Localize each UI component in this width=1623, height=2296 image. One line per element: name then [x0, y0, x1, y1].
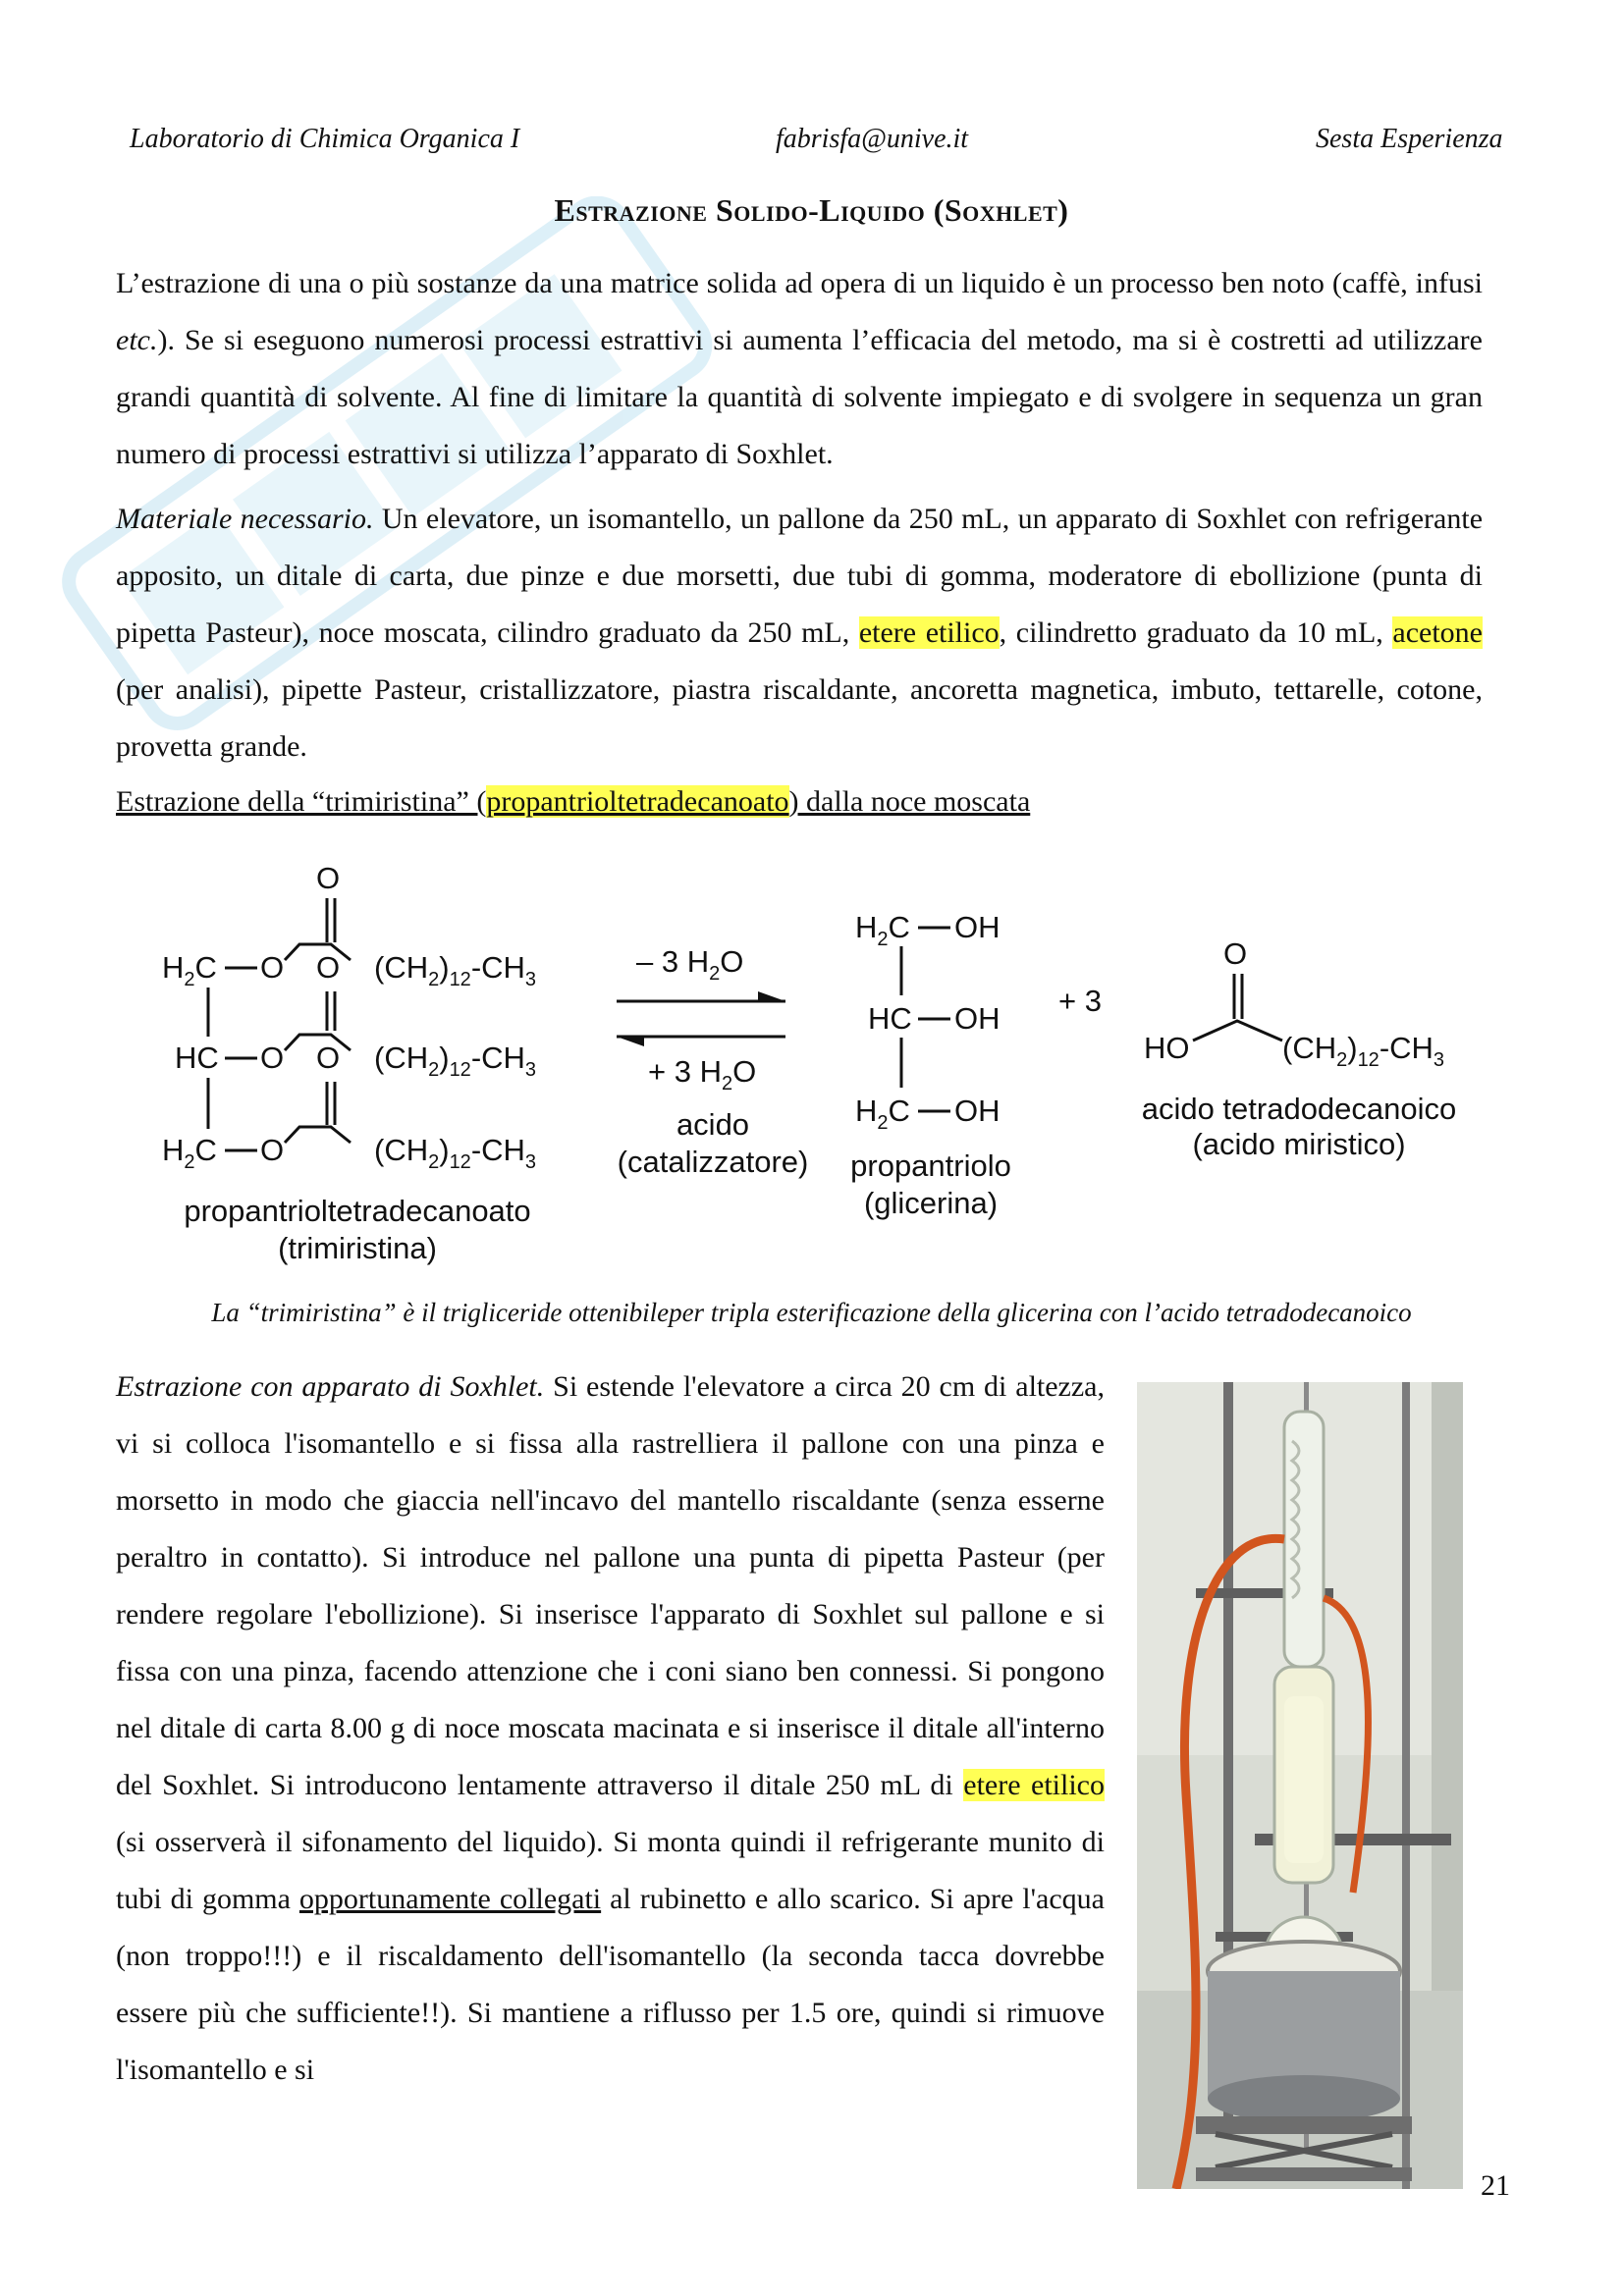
soxhlet-text-3: al rubinetto e allo scarico. Si apre l'acqua (non troppo!!!) e il riscaldamento dell'isomantello (la seconda tacca dovrebbe essere più che sufficiente!!). Si mantiene a riflusso per 1.5 ore, quindi si rimuove l'isomantello e si — [116, 1883, 1105, 2086]
materials-paragraph — [116, 491, 1483, 775]
carbonyl-o-2: O — [316, 950, 341, 985]
soxhlet-text-1: Si estende l'elevatore a circa 20 cm di altezza, vi si colloca l'isomantello e si fissa alla rastrelliera il pallone con una pinza e morsetto in modo che giaccia nell'incavo del mantello riscaldante (senza esserne peraltro in contatto). Si introduce nel pallone una punta di pipetta Pasteur (per rendere regolare l'ebollizione). Si inserisce l'apparato di Soxhlet sul pallone e si fissa con una pinza, facendo attenzione che i coni siano ben connessi. Si pongono nel ditale di carta 8.00 g di noce moscata macinata e si inserisce il ditale all'interno del Soxhlet. Si introducono lentamente attraverso il ditale 250 mL di — [116, 1370, 1106, 1801]
oh-3: OH — [954, 1094, 1001, 1128]
header-experience: Sesta Esperienza — [1316, 124, 1503, 154]
highlight-acetone: acetone — [1392, 616, 1483, 649]
acid-catalyst-note: (catalizzatore) — [617, 1145, 809, 1179]
chain-2: $(CH_2)_{12}-CH_3$ — [374, 1041, 537, 1081]
soxhlet-paragraph — [116, 1359, 1105, 2099]
intro-etc: etc. — [116, 324, 158, 356]
carbonyl-o-3: O — [316, 1041, 341, 1075]
minus-water: – 3 $H_2O$ — [636, 944, 744, 985]
section-text-2: ) dalla noce moscata — [788, 785, 1031, 818]
intro-text-2: ). Se si eseguono numerosi processi estrattivi si aumenta l’efficacia del metodo, ma si è costretti ad utilizzare grandi quantità di solvente. Al fine di limitare la quantità di solvente impiegato e di svolgere in sequenza un gran numero di processi estrattivi si utilizza l’apparato di Soxhlet. — [116, 324, 1483, 470]
ester-name: propantrioltetradecanoato — [184, 1194, 531, 1228]
ester-o-3: O — [260, 1133, 285, 1167]
acid-chain: $(CH_2)_{12}-CH_3$ — [1282, 1031, 1445, 1071]
plus-three: + 3 — [1058, 984, 1102, 1018]
chain-1: $(CH_2)_{12}-CH_3$ — [374, 950, 537, 990]
acid-carbonyl-o: O — [1223, 936, 1248, 971]
h2c-bottom: $H_2C$ — [162, 1133, 217, 1173]
highlight-propantrioltetradecanoato: propantrioltetradecanoato — [486, 785, 789, 818]
hc-middle: HC — [175, 1041, 219, 1075]
highlight-etere-etilico-2: etere etilico — [963, 1769, 1105, 1801]
header-email: fabrisfa@unive.it — [776, 124, 969, 154]
acid-common-name: (acido miristico) — [1192, 1127, 1406, 1161]
carbonyl-o-top: O — [316, 861, 341, 895]
section-heading — [116, 785, 1030, 819]
intro-paragraph — [116, 255, 1483, 483]
glycerol-h2c-bottom: $H_2C$ — [855, 1094, 910, 1134]
materials-text-2: , cilindretto graduato da 10 mL, — [999, 616, 1393, 649]
acid-ho: HO — [1144, 1031, 1190, 1065]
plus-water: + 3 $H_2O$ — [648, 1054, 757, 1095]
soxhlet-text-2: (si osserverà il sifonamento del liquido). Si monta quindi il refrigerante munito di tubi di gomma — [116, 1826, 1105, 1915]
materials-text-3: (per analisi), pipette Pasteur, cristallizzatore, piastra riscaldante, ancoretta magnetica, imbuto, tettarelle, cotone, provetta grande. — [116, 673, 1483, 763]
soxhlet-apparatus-photo — [1137, 1382, 1463, 2189]
page-title: Estrazione Solido-Liquido (Soxhlet) — [554, 192, 1069, 228]
chain-3: $(CH_2)_{12}-CH_3$ — [374, 1133, 537, 1173]
oh-1: OH — [954, 910, 1001, 944]
oh-2: OH — [954, 1001, 1001, 1036]
intro-text-1: L’estrazione di una o più sostanze da una matrice solida ad opera di un liquido è un processo ben noto (caffè, infusi — [116, 267, 1483, 299]
glycerol-hc: HC — [868, 1001, 912, 1036]
acid-name: acido tetradodecanoico — [1141, 1092, 1457, 1126]
ester-common-name: (trimiristina) — [278, 1231, 437, 1265]
highlight-etere-etilico: etere etilico — [858, 616, 1000, 649]
header-course: Laboratorio di Chimica Organica I — [130, 124, 520, 154]
materials-label: Materiale necessario. — [116, 503, 374, 535]
section-text-1: Estrazione della “trimiristina” ( — [116, 785, 487, 818]
glycerol-h2c-top: $H_2C$ — [855, 910, 910, 950]
ester-o-1: O — [260, 950, 285, 985]
acid-catalyst: acido — [676, 1107, 750, 1142]
soxhlet-label: Estrazione con apparato di Soxhlet. — [116, 1370, 545, 1403]
reaction-scheme — [0, 844, 1623, 1286]
underlined-opportunamente-collegati: opportunamente collegati — [298, 1883, 602, 1915]
figure-caption: La “trimiristina” è il trigliceride ottenibileper tripla esterificazione della glicerina con l’acido tetradodecanoico — [211, 1298, 1412, 1327]
materials-text-1: Un elevatore, un isomantello, un pallone da 250 mL, un apparato di Soxhlet con refrigerante apposito, un ditale di carta, due pinze e due morsetti, due tubi di gomma, moderatore di ebollizione (punta di pipetta Pasteur), noce moscata, cilindro graduato da 250 mL, — [116, 503, 1484, 649]
glycerol-name: propantriolo — [850, 1148, 1011, 1183]
glycerol-common-name: (glicerina) — [863, 1186, 999, 1220]
h2c-top: $H_2C$ — [162, 950, 217, 990]
ester-o-2: O — [260, 1041, 285, 1075]
page-number: 21 — [1481, 2169, 1510, 2202]
